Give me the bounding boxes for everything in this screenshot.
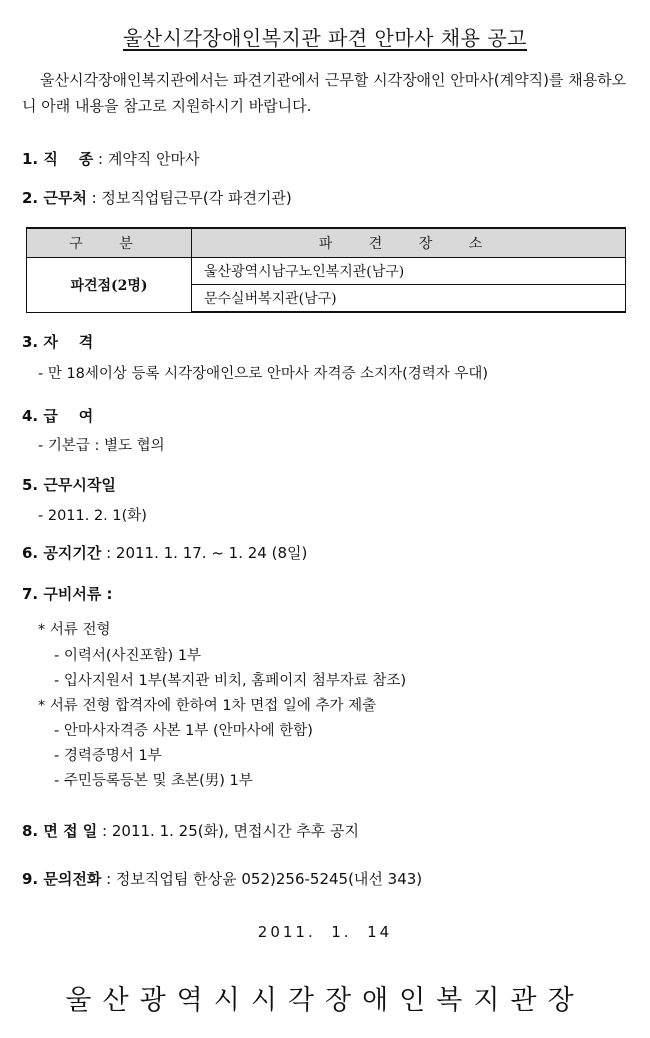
dispatch-category: 파견점(2명) xyxy=(27,258,192,313)
document-item: - 안마사자격증 사본 1부 (안마사에 한함) xyxy=(54,723,313,739)
dispatch-place: 울산광역시남구노인복지관(남구) xyxy=(192,258,626,285)
section-workplace: 2. 근무처 : 정보직업팀근무(각 파견기관) xyxy=(22,189,292,207)
document-item: * 서류 전형 합격자에 한하여 1차 면접 일에 추가 제출 xyxy=(38,698,377,714)
section-value: 2011. 1. 17. ~ 1. 24 (8일) xyxy=(115,544,308,562)
section-start-date xyxy=(22,474,116,495)
section-notice-period: 6. 공지기간 : 2011. 1. 17. ~ 1. 24 (8일) xyxy=(22,544,308,562)
notice-title: 울산시각장애인복지관 파견 안마사 채용 공고 xyxy=(122,26,527,50)
header-place: 파 견 장 소 xyxy=(192,228,626,258)
section-heading: 2. 근무처 xyxy=(22,189,87,207)
section-value: 정보직업팀근무(각 파견기관) xyxy=(101,189,292,207)
notice-date: 2011. 1. 14 xyxy=(257,923,393,941)
dispatch-table xyxy=(26,227,626,313)
table-header-row xyxy=(27,228,626,258)
qualification-line: - 만 18세이상 등록 시각장애인으로 안마사 자격증 소지자(경력자 우대) xyxy=(38,366,489,382)
section-documents xyxy=(22,583,113,604)
dispatch-place: 문수실버복지관(남구) xyxy=(192,285,626,313)
section-heading: 8. 면 접 일 xyxy=(22,822,98,840)
section-contact: 9. 문의전화 : 정보직업팀 한상윤 052)256-5245(내선 343) xyxy=(22,870,423,888)
section-heading: 1. 직 종 xyxy=(22,150,94,168)
document-item: - 이력서(사진포함) 1부 xyxy=(54,648,202,664)
section-salary xyxy=(22,405,93,426)
section-value: 계약직 안마사 xyxy=(107,150,200,168)
section-heading: 4. 급 여 xyxy=(22,407,94,425)
section-heading: 9. 문의전화 xyxy=(22,870,102,888)
section-heading: 6. 공지기간 xyxy=(22,544,102,562)
section-interview-date: 8. 면 접 일 : 2011. 1. 25(화), 면접시간 추후 공지 xyxy=(22,822,359,840)
start-date-line: - 2011. 2. 1(화) xyxy=(38,508,147,524)
document-item: - 경력증명서 1부 xyxy=(54,748,162,764)
document-item: - 입사지원서 1부(복지관 비치, 홈페이지 첨부자료 참조) xyxy=(54,673,407,689)
section-heading: 5. 근무시작일 xyxy=(22,476,116,494)
section-heading: 7. 구비서류 : xyxy=(22,585,113,603)
section-qualification xyxy=(22,331,93,352)
document-item: - 주민등록등본 및 초본(男) 1부 xyxy=(54,773,253,789)
section-value: 2011. 1. 25(화), 면접시간 추후 공지 xyxy=(111,822,359,840)
section-value: 정보직업팀 한상윤 052)256-5245(내선 343) xyxy=(115,870,423,888)
table-row xyxy=(27,258,626,285)
section-job-type: 1. 직 종 : 계약직 안마사 xyxy=(22,150,200,168)
salary-line: - 기본급 : 별도 협의 xyxy=(38,438,165,454)
document-item: * 서류 전형 xyxy=(38,622,111,638)
section-heading: 3. 자 격 xyxy=(22,333,94,351)
intro-paragraph: 울산시각장애인복지관에서는 파견기관에서 근무할 시각장애인 안마사(계약직)를 채용하오니 아래 내용을 참고로 지원하시기 바랍니다. xyxy=(22,71,627,115)
issuer-signature: 울산광역시시각장애인복지관장 xyxy=(65,985,585,1016)
header-category: 구 분 xyxy=(27,228,192,258)
